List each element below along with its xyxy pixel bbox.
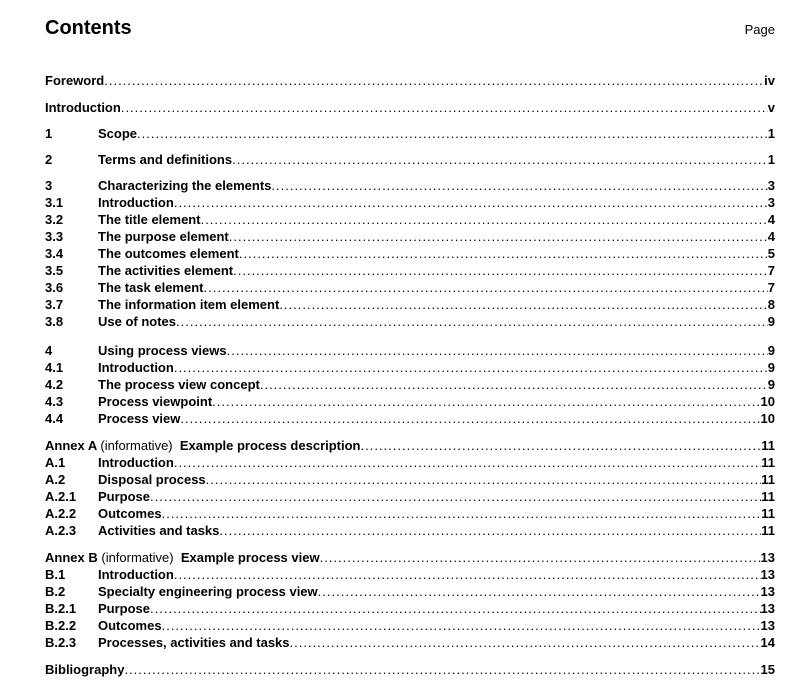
- toc-entry-number: 2: [45, 152, 53, 167]
- toc-dot-leader: [124, 661, 760, 678]
- toc-dot-leader: [229, 228, 768, 245]
- toc-page-number: 7: [767, 263, 775, 278]
- toc-entry-title: Outcomes: [98, 506, 162, 521]
- toc-entry-introduction[interactable]: [45, 99, 775, 116]
- toc-entry-title: Process viewpoint: [98, 394, 213, 409]
- toc-entry-4-1[interactable]: [45, 359, 775, 376]
- toc-entry-a-2-2[interactable]: [45, 505, 775, 522]
- toc-entry-number: B.1: [45, 567, 66, 582]
- toc-entry-title: Introduction: [98, 455, 174, 470]
- annex-label: Annex A: [45, 438, 97, 453]
- toc-page-number: 7: [767, 280, 775, 295]
- toc-entry-title: Introduction: [98, 567, 174, 582]
- toc-dot-leader: [150, 488, 761, 505]
- toc-entry-number: 4.2: [45, 377, 64, 392]
- toc-dot-leader: [174, 359, 768, 376]
- toc-page-number: iv: [764, 73, 775, 88]
- toc-entry-title: Use of notes: [98, 314, 177, 329]
- toc-page-number: 9: [767, 360, 775, 375]
- toc-page-number: 11: [761, 489, 775, 504]
- toc-entry-number: 3.1: [45, 195, 64, 210]
- toc-page-number: 10: [760, 394, 775, 409]
- toc-entry-number: 3.7: [45, 297, 64, 312]
- toc-dot-leader: [174, 566, 761, 583]
- toc-page-number: 13: [760, 584, 775, 599]
- toc-entry-number: B.2.3: [45, 635, 77, 650]
- annex-informative-label: (informative): [101, 550, 174, 565]
- toc-entry-number: 3.3: [45, 229, 64, 244]
- toc-dot-leader: [206, 471, 762, 488]
- toc-page-number: 13: [760, 601, 775, 616]
- toc-entry-3-7[interactable]: [45, 296, 775, 313]
- toc-dot-leader: [204, 279, 768, 296]
- toc-entry-4-3[interactable]: [45, 393, 775, 410]
- toc-dot-leader: [121, 99, 768, 116]
- toc-entry-title: Processes, activities and tasks: [98, 635, 290, 650]
- toc-page-number: 3: [767, 178, 775, 193]
- toc-page-number: v: [767, 100, 775, 115]
- toc-page-number: 15: [760, 662, 775, 677]
- toc-entry-3[interactable]: [45, 177, 775, 194]
- page-title: Contents: [45, 17, 132, 39]
- toc-dot-leader: [174, 194, 768, 211]
- toc-page-number: 13: [760, 618, 775, 633]
- toc-dot-leader: [104, 72, 764, 89]
- toc-dot-leader: [150, 600, 761, 617]
- toc-entry-title: Introduction: [98, 195, 174, 210]
- toc-dot-leader: [320, 549, 761, 566]
- toc-entry-title: Activities and tasks: [98, 523, 220, 538]
- toc-entry-title: Bibliography: [45, 662, 125, 677]
- toc-entry-title: Introduction: [98, 360, 174, 375]
- toc-entry-title: Foreword: [45, 73, 105, 88]
- toc-entry-4-2[interactable]: [45, 376, 775, 393]
- toc-page-number: 11: [761, 523, 775, 538]
- toc-entry-number: 3: [45, 178, 53, 193]
- toc-entry-title: Introduction: [45, 100, 121, 115]
- toc-page-number: 4: [767, 229, 775, 244]
- toc-page-number: 13: [760, 550, 775, 565]
- toc-page-number: 1: [767, 126, 775, 141]
- toc-entry-title: Characterizing the elements: [98, 178, 272, 193]
- toc-entry-annex-a[interactable]: [45, 437, 775, 454]
- toc-dot-leader: [290, 634, 761, 651]
- toc-entry-b-2-2[interactable]: [45, 617, 775, 634]
- toc-dot-leader: [227, 342, 768, 359]
- toc-entry-3-2[interactable]: [45, 211, 775, 228]
- toc-entry-title: The task element: [98, 280, 204, 295]
- toc-dot-leader: [239, 245, 768, 262]
- toc-dot-leader: [233, 262, 768, 279]
- toc-entry-1[interactable]: [45, 125, 775, 142]
- toc-page-number: 11: [761, 438, 775, 453]
- toc-dot-leader: [162, 505, 762, 522]
- toc-entry-a-2-3[interactable]: [45, 522, 775, 539]
- toc-entry-number: 4: [45, 343, 53, 358]
- toc-dot-leader: [232, 151, 768, 168]
- toc-entry-title: Specialty engineering process view: [98, 584, 318, 599]
- toc-entry-4[interactable]: [45, 342, 775, 359]
- toc-entry-number: B.2.2: [45, 618, 77, 633]
- toc-entry-number: 4.4: [45, 411, 64, 426]
- toc-dot-leader: [361, 437, 762, 454]
- toc-dot-leader: [260, 376, 768, 393]
- toc-entry-3-5[interactable]: [45, 262, 775, 279]
- toc-entry-title: Outcomes: [98, 618, 162, 633]
- toc-entry-number: B.2: [45, 584, 66, 599]
- toc-entry-title: The outcomes element: [98, 246, 239, 261]
- toc-dot-leader: [162, 617, 761, 634]
- toc-dot-leader: [219, 522, 761, 539]
- toc-page-number: 1: [767, 152, 775, 167]
- toc-entry-3-3[interactable]: [45, 228, 775, 245]
- annex-title: Example process view: [180, 550, 320, 565]
- toc-entry-3-1[interactable]: [45, 194, 775, 211]
- toc-entry-a-1[interactable]: [45, 454, 775, 471]
- toc-entry-4-4[interactable]: [45, 410, 775, 427]
- toc-entry-number: A.2: [45, 472, 66, 487]
- toc-entry-number: A.1: [45, 455, 66, 470]
- toc-entry-a-2[interactable]: [45, 471, 775, 488]
- toc-entry-title: The purpose element: [98, 229, 229, 244]
- toc-dot-leader: [137, 125, 768, 142]
- toc-entry-b-2-1[interactable]: [45, 600, 775, 617]
- toc-entry-number: 4.3: [45, 394, 64, 409]
- toc-entry-title: Terms and definitions: [98, 152, 233, 167]
- annex-label: Annex B: [45, 550, 98, 565]
- toc-page-number: 9: [767, 343, 775, 358]
- toc-entry-title: [45, 549, 320, 566]
- toc-dot-leader: [271, 177, 767, 194]
- toc-entry-title: The process view concept: [98, 377, 260, 392]
- toc-entry-title: Using process views: [98, 343, 227, 358]
- toc-entry-title: Purpose: [98, 489, 151, 504]
- toc-entry-number: 4.1: [45, 360, 64, 375]
- toc-dot-leader: [318, 583, 761, 600]
- toc-entry-title: The information item element: [98, 297, 280, 312]
- toc-entry-3-6[interactable]: [45, 279, 775, 296]
- toc-page-number: 10: [760, 411, 775, 426]
- toc-entry-number: 3.4: [45, 246, 64, 261]
- toc-entry-3-8[interactable]: [45, 313, 775, 330]
- toc-dot-leader: [176, 313, 768, 330]
- annex-informative-label: (informative): [100, 438, 173, 453]
- toc-entry-3-4[interactable]: [45, 245, 775, 262]
- toc-entry-bibliography[interactable]: [45, 661, 775, 678]
- toc-entry-annex-b[interactable]: [45, 549, 775, 566]
- toc-page-number: 3: [767, 195, 775, 210]
- toc-entry-title: Purpose: [98, 601, 151, 616]
- toc-entry-title: Scope: [98, 126, 138, 141]
- toc-entry-number: 3.6: [45, 280, 64, 295]
- toc-page-number: 11: [761, 472, 775, 487]
- toc-entry-number: A.2.3: [45, 523, 77, 538]
- toc-entry-a-2-1[interactable]: [45, 488, 775, 505]
- toc-entry-number: 3.2: [45, 212, 64, 227]
- toc-entry-foreword[interactable]: [45, 72, 775, 89]
- toc-entry-title: Disposal process: [98, 472, 206, 487]
- toc-page-number: 11: [761, 455, 775, 470]
- toc-page-number: 4: [767, 212, 775, 227]
- toc-dot-leader: [201, 211, 768, 228]
- toc-entry-title: Process view: [98, 411, 181, 426]
- toc-page-number: 8: [767, 297, 775, 312]
- toc-page-number: 13: [760, 567, 775, 582]
- toc-entry-2[interactable]: [45, 151, 775, 168]
- toc-dot-leader: [174, 454, 761, 471]
- toc-entry-title: The title element: [98, 212, 201, 227]
- toc-page-number: 9: [767, 377, 775, 392]
- toc-dot-leader: [212, 393, 760, 410]
- toc-page-number: 11: [761, 506, 775, 521]
- toc-dot-leader: [180, 410, 760, 427]
- toc-entry-number: B.2.1: [45, 601, 77, 616]
- page-column-label: Page: [744, 22, 775, 37]
- toc-entry-title: [45, 437, 361, 454]
- toc-page-number: 9: [767, 314, 775, 329]
- toc-entry-title: The activities element: [98, 263, 234, 278]
- toc-entry-number: 3.5: [45, 263, 64, 278]
- toc-entry-number: A.2.2: [45, 506, 77, 521]
- toc-entry-b-2[interactable]: [45, 583, 775, 600]
- toc-page-number: 5: [767, 246, 775, 261]
- annex-title: Example process description: [179, 438, 361, 453]
- toc-entry-number: 3.8: [45, 314, 64, 329]
- toc-entry-b-1[interactable]: [45, 566, 775, 583]
- toc-entry-number: A.2.1: [45, 489, 77, 504]
- toc-entry-number: 1: [45, 126, 53, 141]
- toc-page-number: 14: [760, 635, 775, 650]
- toc-dot-leader: [279, 296, 767, 313]
- toc-entry-b-2-3[interactable]: [45, 634, 775, 651]
